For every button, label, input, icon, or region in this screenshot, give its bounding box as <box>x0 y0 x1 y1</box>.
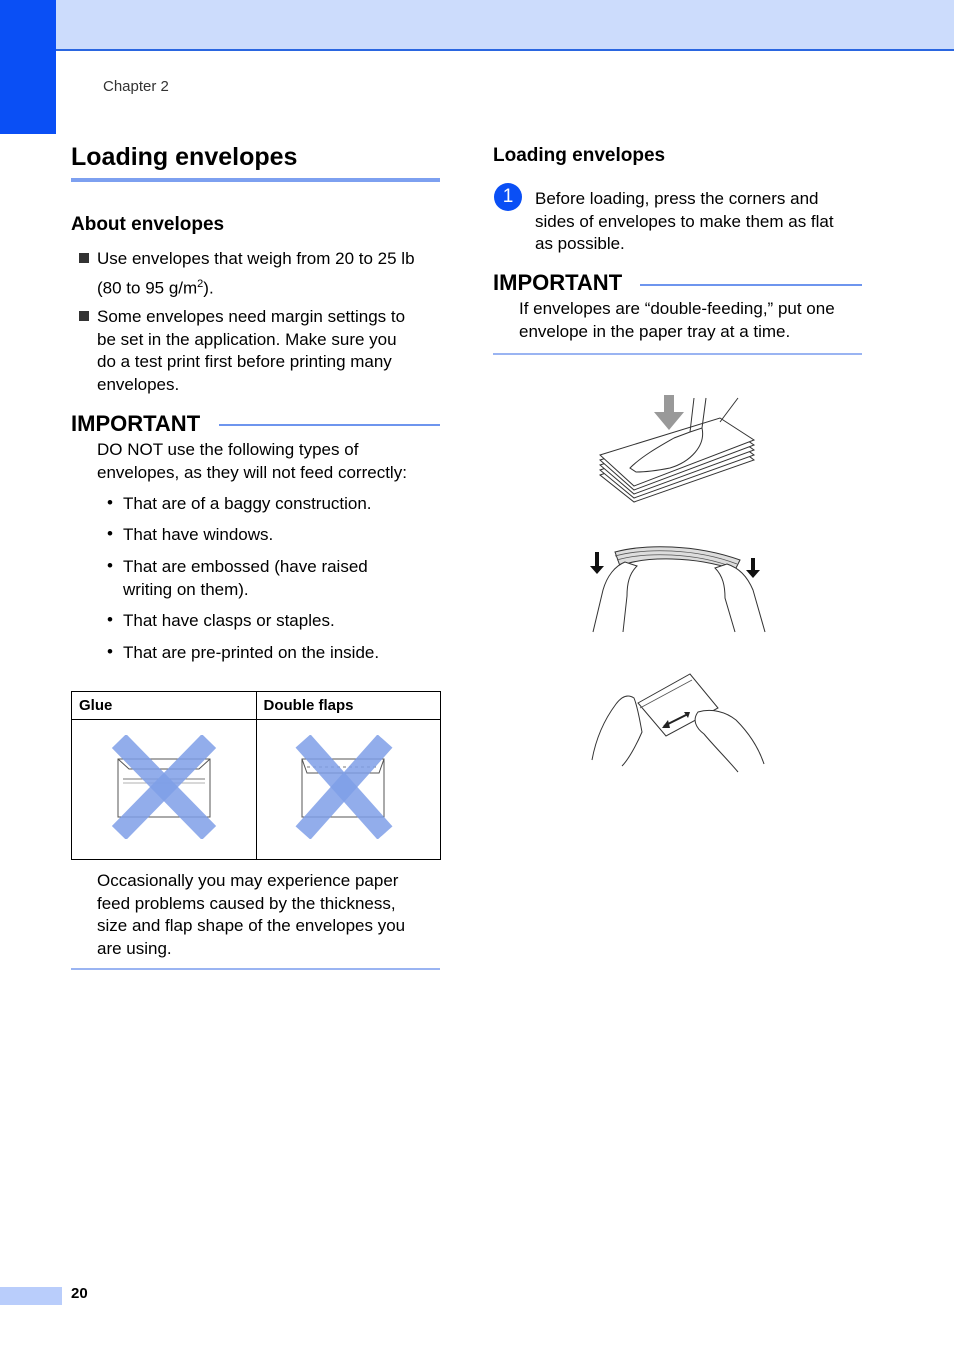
glue-envelope-crossed-icon <box>109 735 219 839</box>
bullet-weight-sup: 2 <box>197 278 204 290</box>
bullet-margin-line: Some envelopes need margin settings to <box>97 307 406 326</box>
table-header-row <box>72 692 441 720</box>
important-bottom-rule-right <box>493 353 862 355</box>
page-title: Loading envelopes <box>71 143 298 171</box>
glue-cell <box>72 720 257 860</box>
step-line: Before loading, press the corners and <box>535 189 819 208</box>
square-bullet-icon <box>79 311 89 321</box>
note-line: Occasionally you may experience paper <box>97 871 399 890</box>
step-line: as possible. <box>535 234 625 253</box>
bullet-margin-line: be set in the application. Make sure you <box>97 329 397 349</box>
press-envelopes-illustration <box>590 390 770 510</box>
bullet-weight-post: ). <box>203 278 214 298</box>
note-line: are using. <box>97 938 172 958</box>
flatten-envelopes-illustration <box>585 540 770 635</box>
note-line: feed problems caused by the thickness, <box>97 893 396 913</box>
dot-bullet: • <box>107 610 113 629</box>
note-line: size and flap shape of the envelopes you <box>97 916 406 935</box>
page-number: 20 <box>71 1285 88 1302</box>
important-intro-line: DO NOT use the following types of <box>97 440 359 459</box>
important-bottom-rule <box>71 968 440 970</box>
bullet-weight-pre: (80 to 95 g/m <box>97 278 198 298</box>
step-text <box>535 188 875 256</box>
important-item: That are of a baggy construction. <box>123 494 372 513</box>
bullet-weight-line1: Use envelopes that weigh from 20 to 25 lb <box>97 249 415 268</box>
important-item-line: That are embossed (have raised <box>123 557 368 576</box>
dot-bullet: • <box>107 524 113 543</box>
footer-bar <box>0 1287 62 1305</box>
bullet-weight-line2 <box>97 273 214 300</box>
important-line: envelope in the paper tray at a time. <box>519 321 791 341</box>
important-line: If envelopes are “double-feeding,” put one <box>519 299 835 318</box>
double-flaps-cell <box>256 720 441 860</box>
bullet-margin <box>97 306 442 396</box>
important-text-right <box>519 298 864 343</box>
table-row <box>72 720 441 860</box>
bullet-margin-line: envelopes. <box>97 374 180 394</box>
header-band <box>0 0 954 51</box>
col-glue: Glue <box>72 692 257 720</box>
important-intro <box>97 439 407 484</box>
dot-bullet: • <box>107 642 113 661</box>
important-title: IMPORTANT <box>71 411 201 436</box>
chapter-tab <box>0 0 56 134</box>
step-line: sides of envelopes to make them as flat <box>535 211 834 231</box>
important-rule <box>219 424 440 426</box>
bullet-margin-line: do a test print first before printing many <box>97 352 392 371</box>
feed-problem-note <box>97 870 442 960</box>
important-intro-line: envelopes, as they will not feed correctly: <box>97 462 407 482</box>
important-rule-right <box>640 284 862 286</box>
dot-bullet: • <box>107 556 113 575</box>
dot-bullet: • <box>107 493 113 512</box>
important-item-line: writing on them). <box>123 579 249 599</box>
insert-envelope-illustration <box>588 668 768 778</box>
step-number-badge: 1 <box>494 183 522 211</box>
important-item <box>123 556 368 601</box>
col-double-flaps: Double flaps <box>256 692 441 720</box>
loading-heading: Loading envelopes <box>493 145 666 166</box>
about-heading: About envelopes <box>71 214 225 235</box>
title-rule <box>71 178 440 182</box>
square-bullet-icon <box>79 253 89 263</box>
important-item: That have windows. <box>123 525 274 544</box>
double-flap-envelope-crossed-icon <box>293 735 403 839</box>
chapter-label: Chapter 2 <box>103 78 169 95</box>
important-item: That are pre-printed on the inside. <box>123 643 380 662</box>
envelope-table <box>71 691 441 860</box>
important-item: That have clasps or staples. <box>123 611 335 630</box>
important-title-right: IMPORTANT <box>493 270 623 295</box>
